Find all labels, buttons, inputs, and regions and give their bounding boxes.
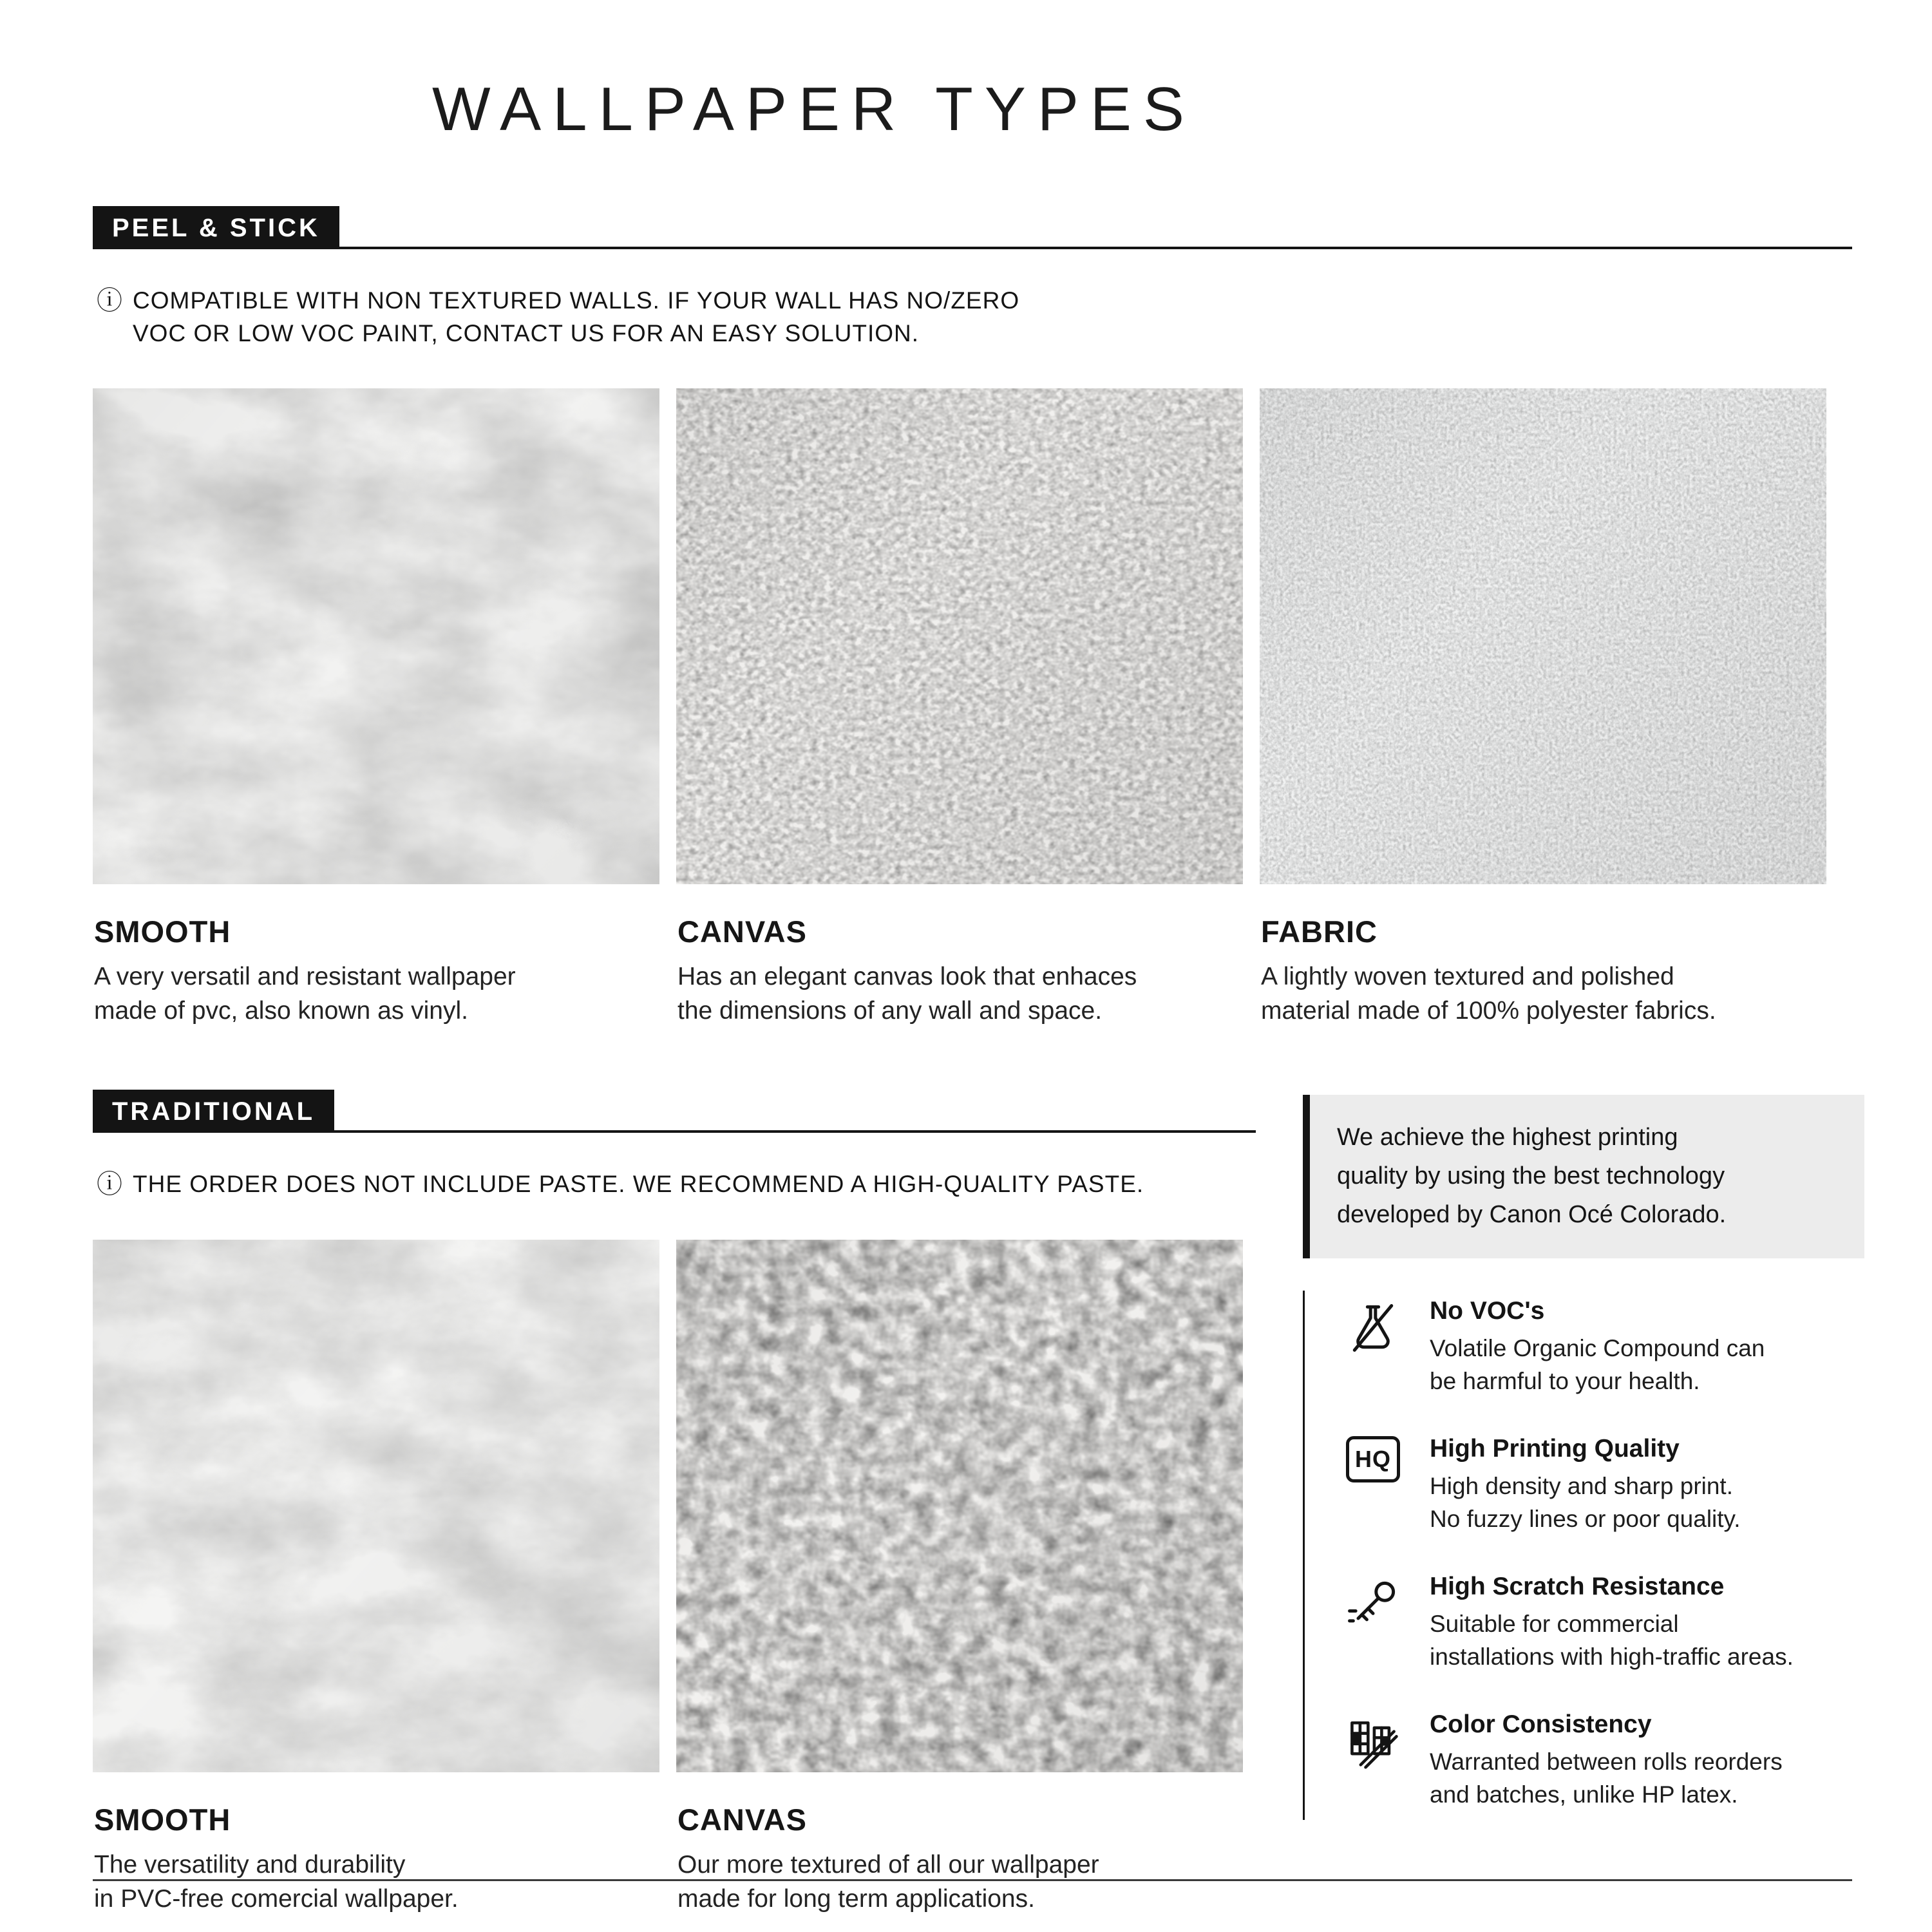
feature-desc-line: Warranted between rolls reorders — [1430, 1748, 1783, 1776]
swatch-peel-fabric — [1260, 388, 1826, 1028]
lighting-overlay — [676, 1240, 1243, 1772]
swatch-desc-line: the dimensions of any wall and space. — [677, 997, 1103, 1025]
note-line: THE ORDER DOES NOT INCLUDE PASTE. WE RECOMMEND A HIGH-QUALITY PASTE. — [133, 1171, 1144, 1198]
note-line: VOC OR LOW VOC PAINT, CONTACT US FOR AN EASY SOLUTION. — [133, 320, 920, 347]
feature-list — [1303, 1291, 1864, 1820]
info-icon: ⓘ — [97, 1170, 122, 1199]
lighting-overlay — [93, 388, 659, 884]
hq-icon-label: HQ — [1346, 1436, 1400, 1482]
canvas-texture-image — [676, 1240, 1243, 1772]
feature-title: High Scratch Resistance — [1430, 1573, 1725, 1601]
peel-stick-swatch-grid — [93, 388, 1932, 1028]
section-header-traditional — [93, 1090, 1256, 1133]
feature-desc-line: installations with high-traffic areas. — [1430, 1643, 1794, 1671]
swatch-desc-line: made of pvc, also known as vinyl. — [94, 997, 468, 1025]
feature-title: Color Consistency — [1430, 1710, 1652, 1739]
peel-stick-note — [97, 284, 1932, 350]
section-rule — [339, 247, 1852, 249]
canvas-texture-image — [676, 388, 1243, 884]
fabric-texture-image — [1260, 388, 1826, 884]
section-rule — [334, 1130, 1256, 1133]
quality-sidebar — [1303, 1095, 1864, 1820]
section-label-peel-stick: PEEL & STICK — [93, 206, 339, 249]
color-consistency-icon — [1341, 1710, 1405, 1771]
swatch-peel-smooth — [93, 388, 659, 1028]
swatch-desc-line: Our more textured of all our wallpaper — [677, 1851, 1099, 1879]
lighting-overlay — [676, 388, 1243, 884]
smooth-texture-image — [93, 388, 659, 884]
quote-line: quality by using the best technology — [1337, 1162, 1725, 1190]
swatch-traditional-smooth — [93, 1240, 659, 1916]
swatch-traditional-canvas — [676, 1240, 1243, 1916]
lighting-overlay — [93, 1240, 659, 1772]
quote-line: developed by Canon Océ Colorado. — [1337, 1201, 1727, 1229]
swatch-title: CANVAS — [677, 914, 807, 949]
hq-icon — [1341, 1435, 1405, 1482]
swatch-peel-canvas — [676, 388, 1243, 1028]
no-voc-icon — [1341, 1297, 1405, 1358]
feature-no-voc — [1341, 1297, 1864, 1397]
swatch-desc-line: material made of 100% polyester fabrics. — [1261, 997, 1716, 1025]
feature-scratch-resistance — [1341, 1573, 1864, 1673]
feature-color-consistency — [1341, 1710, 1864, 1811]
feature-desc-line: Volatile Organic Compound can — [1430, 1335, 1765, 1362]
note-line: COMPATIBLE WITH NON TEXTURED WALLS. IF YOUR WALL HAS NO/ZERO — [133, 287, 1020, 314]
feature-title: No VOC's — [1430, 1297, 1545, 1325]
section-header-peel-stick — [93, 206, 1852, 249]
section-label-traditional: TRADITIONAL — [93, 1090, 334, 1133]
quote-line: We achieve the highest printing — [1337, 1124, 1678, 1151]
page-title: WALLPAPER TYPES — [432, 75, 1196, 144]
feature-high-printing-quality — [1341, 1435, 1864, 1535]
feature-title: High Printing Quality — [1430, 1435, 1680, 1463]
swatch-desc-line: in PVC-free comercial wallpaper. — [94, 1885, 459, 1913]
swatch-title: FABRIC — [1261, 914, 1378, 949]
feature-desc-line: High density and sharp print. — [1430, 1473, 1733, 1500]
scratch-resistance-icon — [1341, 1573, 1405, 1633]
swatch-desc-line: A lightly woven textured and polished — [1261, 963, 1674, 991]
swatch-desc-line: A very versatil and resistant wallpaper — [94, 963, 516, 991]
smooth-texture-image — [93, 1240, 659, 1772]
swatch-title: SMOOTH — [94, 1803, 231, 1837]
swatch-desc-line: The versatility and durability — [94, 1851, 406, 1879]
printing-quality-quote — [1303, 1095, 1864, 1258]
feature-desc-line: Suitable for commercial — [1430, 1611, 1679, 1638]
lighting-overlay — [1260, 388, 1826, 884]
bottom-divider — [93, 1879, 1852, 1881]
feature-desc-line: and batches, unlike HP latex. — [1430, 1781, 1738, 1808]
swatch-desc-line: Has an elegant canvas look that enhaces — [677, 963, 1137, 991]
info-icon: ⓘ — [97, 287, 122, 315]
swatch-title: CANVAS — [677, 1803, 807, 1837]
swatch-desc-line: made for long term applications. — [677, 1885, 1035, 1913]
feature-desc-line: No fuzzy lines or poor quality. — [1430, 1506, 1741, 1533]
feature-desc-line: be harmful to your health. — [1430, 1368, 1700, 1395]
swatch-title: SMOOTH — [94, 914, 231, 949]
